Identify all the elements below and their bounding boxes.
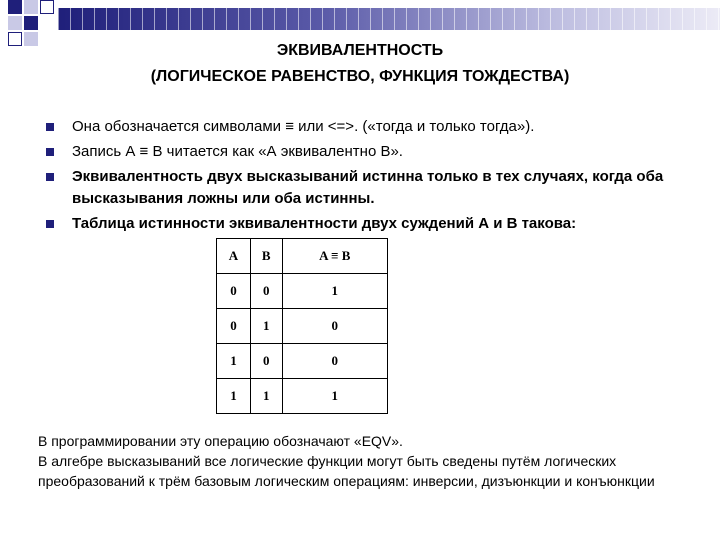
- footnote-line: В алгебре высказываний все логические функции могут быть сведены путём логических преобразований к трём базовым логическим операциям: инверсии, дизъюнкции и конъюнкции: [38, 453, 655, 489]
- table-row: [217, 309, 388, 344]
- table-row: [217, 274, 388, 309]
- footnote-line: В программировании эту операцию обозначают «EQV».: [38, 433, 403, 449]
- table-cell: 0: [217, 274, 251, 309]
- column-header: A ≡ B: [282, 239, 387, 274]
- deco-square: [40, 0, 54, 14]
- truth-table: [216, 238, 388, 414]
- column-header: B: [250, 239, 282, 274]
- table-cell: 1: [250, 309, 282, 344]
- table-cell: 0: [282, 344, 387, 379]
- table-cell: 0: [217, 309, 251, 344]
- column-header: A: [217, 239, 251, 274]
- square-bullet-icon: [46, 148, 54, 156]
- bullet-text: Запись А ≡ В читается как «А эквивалентно В».: [72, 143, 403, 160]
- header-decoration: [0, 0, 720, 48]
- deco-square: [8, 16, 22, 30]
- square-bullet-icon: [46, 220, 54, 228]
- bullet-item: [46, 213, 696, 235]
- table-cell: 0: [282, 309, 387, 344]
- deco-square: [8, 0, 22, 14]
- square-bullet-icon: [46, 123, 54, 131]
- bullet-item: [46, 141, 696, 163]
- table-row: [217, 379, 388, 414]
- header-gradient-bar: [58, 8, 720, 30]
- bullet-text: Таблица истинности эквивалентности двух суждений А и В такова:: [72, 215, 577, 232]
- slide-subtitle: (ЛОГИЧЕСКОЕ РАВЕНСТВО, ФУНКЦИЯ ТОЖДЕСТВА): [150, 68, 570, 85]
- table-cell: 1: [217, 344, 251, 379]
- table-cell: 0: [250, 274, 282, 309]
- table-row: [217, 344, 388, 379]
- table-cell: 0: [250, 344, 282, 379]
- bullet-item: [46, 116, 696, 138]
- bullet-text: Эквивалентность двух высказываний истинна только в тех случаях, когда оба высказывания ложны или оба истинны.: [72, 168, 664, 207]
- bullet-item: [46, 166, 696, 210]
- bullet-text: Она обозначается символами ≡ или <=>. («тогда и только тогда»).: [72, 118, 535, 135]
- square-bullet-icon: [46, 173, 54, 181]
- footnote: [38, 431, 698, 491]
- table-cell: 1: [282, 379, 387, 414]
- table-header-row: [217, 239, 388, 274]
- table-cell: 1: [217, 379, 251, 414]
- bullet-list: [46, 116, 696, 238]
- deco-square: [24, 16, 38, 30]
- slide-title: ЭКВИВАЛЕНТНОСТЬ: [276, 42, 444, 59]
- table-cell: 1: [250, 379, 282, 414]
- deco-square: [24, 0, 38, 14]
- table-cell: 1: [282, 274, 387, 309]
